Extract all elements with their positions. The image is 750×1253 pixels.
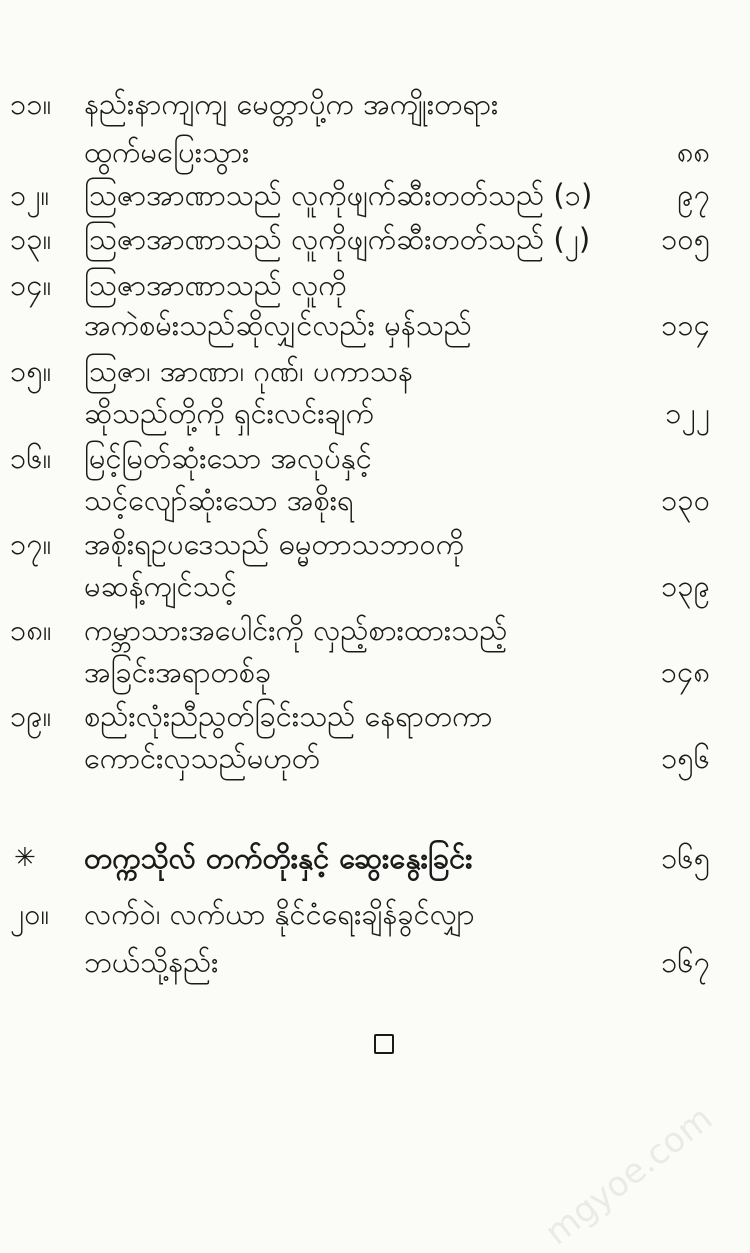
entry-page-number: ၁၃၀ xyxy=(661,483,710,517)
entry-page-number: ၈၈ xyxy=(676,135,710,169)
toc-line xyxy=(0,736,750,780)
asterisk-icon: ✳ xyxy=(14,843,36,873)
toc-line xyxy=(0,263,750,307)
entry-title-line-1: ဩဇာအာဏာသည် လူကို xyxy=(84,268,347,302)
entry-title-line-2: ဘယ်သို့နည်း xyxy=(84,945,219,979)
entry-title-line-1: ဩဇာ၊ အာဏာ၊ ဂုဏ်၊ ပကာသန xyxy=(84,354,413,388)
end-square-icon xyxy=(374,1034,394,1054)
entry-title-line-1: စည်းလုံးညီညွတ်ခြင်းသည် နေရာတကာ xyxy=(84,699,493,733)
toc-line xyxy=(0,82,750,126)
entry-page-number: ၁၁၄ xyxy=(661,308,710,342)
entry-number: ၁၆။ xyxy=(10,441,52,475)
entry-number: ၁၉။ xyxy=(10,699,52,733)
toc-line xyxy=(0,130,750,174)
entry-title-line-1: ဩဇာအာဏာသည် လူကိုဖျက်ဆီးတတ်သည် (၂) xyxy=(84,222,591,256)
toc-line xyxy=(0,836,750,880)
entry-number: ၁၃။ xyxy=(10,222,52,256)
entry-number: ၂၀။ xyxy=(10,897,50,931)
entry-title-line-1: တက္ကသိုလ် တက်တိုးနှင့် ဆွေးနွေးခြင်း xyxy=(84,841,473,875)
toc-line xyxy=(0,608,750,652)
entry-title-line-1: ကမ္ဘာသားအပေါင်းကို လှည့်စားထားသည့် xyxy=(84,613,508,647)
toc-line xyxy=(0,349,750,393)
entry-page-number: ၁၆၇ xyxy=(661,945,710,979)
entry-title-line-2: ကောင်းလှသည်မဟုတ် xyxy=(84,741,320,775)
entry-title-line-2: အခြင်းအရာတစ်ခု xyxy=(84,655,272,689)
entry-title-line-1: နည်းနာကျကျ မေတ္တာပို့က အကျိုးတရား xyxy=(84,87,499,121)
toc-line xyxy=(0,940,750,984)
watermark: mgyoe.com xyxy=(537,1098,720,1253)
entry-title-line-2: သင့်လျော်ဆုံးသော အစိုးရ xyxy=(84,483,354,517)
toc-line xyxy=(0,303,750,347)
entry-title-line-2: အကဲစမ်းသည်ဆိုလျှင်လည်း မှန်သည် xyxy=(84,308,472,342)
toc-line xyxy=(0,522,750,566)
entry-page-number: ၁၅၆ xyxy=(661,741,710,775)
entry-page-number: ၉၇ xyxy=(677,178,710,212)
toc-line xyxy=(0,694,750,738)
entry-page-number: ၁၀၅ xyxy=(661,222,710,256)
entry-title-line-2: ဆိုသည်တို့ကို ရှင်းလင်းချက် xyxy=(84,396,374,430)
entry-page-number: ၁၂၂ xyxy=(665,396,710,430)
entry-number: ၁၅။ xyxy=(10,354,52,388)
entry-title-line-1: လက်ဝဲ၊ လက်ယာ နိုင်ငံရေးချိန်ခွင်လျှာ xyxy=(84,897,475,931)
entry-page-number: ၁၃၉ xyxy=(661,569,710,603)
toc-line xyxy=(0,436,750,480)
toc-line xyxy=(0,478,750,522)
entry-title-line-2: ထွက်မပြေးသွား xyxy=(84,135,250,169)
toc-line xyxy=(0,217,750,261)
entry-number: ၁၁။ xyxy=(10,87,52,121)
entry-title-line-1: ဩဇာအာဏာသည် လူကိုဖျက်ဆီးတတ်သည် (၁) xyxy=(84,178,593,212)
toc-line xyxy=(0,564,750,608)
entry-number: ၁၄။ xyxy=(10,268,52,302)
entry-title-line-1: အစိုးရဥပဒေသည် ဓမ္မတာသဘာဝကို xyxy=(84,527,465,561)
entry-page-number: ၁၆၅ xyxy=(661,841,710,875)
entry-number: ၁၇။ xyxy=(10,527,52,561)
entry-number: ၁၈။ xyxy=(10,613,52,647)
toc-line xyxy=(0,650,750,694)
toc-line xyxy=(0,391,750,435)
toc-line xyxy=(0,892,750,936)
entry-page-number: ၁၄၈ xyxy=(660,655,710,689)
entry-title-line-1: မြင့်မြတ်ဆုံးသော အလုပ်နှင့် xyxy=(84,441,372,475)
entry-title-line-2: မဆန့်ကျင်သင့် xyxy=(84,569,237,603)
toc-line xyxy=(0,173,750,217)
entry-number: ၁၂။ xyxy=(10,178,50,212)
